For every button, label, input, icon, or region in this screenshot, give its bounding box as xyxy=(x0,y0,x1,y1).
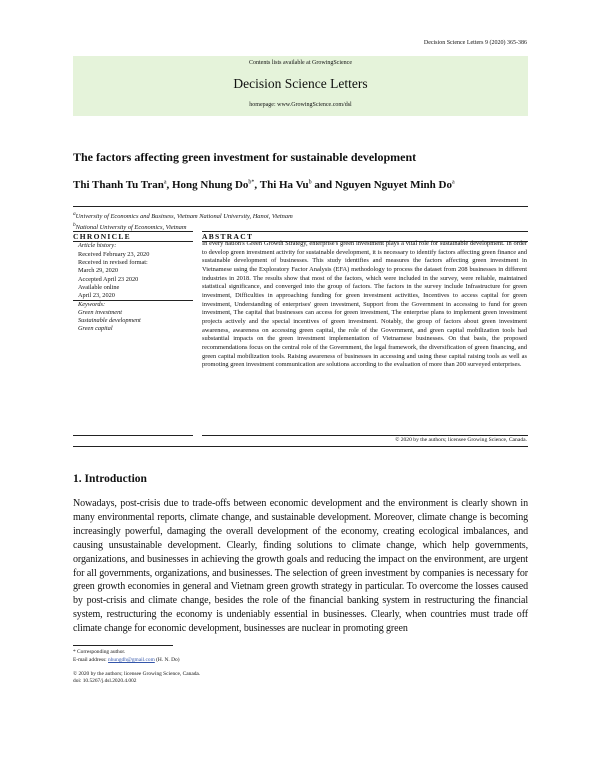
author-1-affil: a xyxy=(163,179,167,186)
author-4-affil: a xyxy=(451,179,455,186)
email-note: E-mail address: nhungdh@gmail.com (H. N. Do) xyxy=(73,657,180,663)
article-history-label: Article history: xyxy=(78,242,117,249)
available-label: Available online xyxy=(78,284,120,291)
keywords-label: Keywords: xyxy=(78,301,106,308)
author-3-affil: b xyxy=(308,179,312,186)
paper-title: The factors affecting green investment for sustainable development xyxy=(73,150,417,164)
doi[interactable]: doi: 10.5267/j.dsl.2020.4.002 xyxy=(73,678,137,684)
keyword-item: Sustainable development xyxy=(78,317,141,324)
author-2: Hong Nhung Do xyxy=(172,179,249,191)
email-link[interactable]: nhungdh@gmail.com xyxy=(108,657,155,663)
affiliation-b: $^b$National University of Economics, Vietnam xyxy=(73,222,187,232)
footnote-divider xyxy=(73,645,173,646)
revised-date: March 29, 2020 xyxy=(78,267,119,274)
available-date: April 23, 2020 xyxy=(78,292,115,299)
received-date: Received February 23, 2020 xyxy=(78,251,150,258)
author-3: Thi Ha Vu xyxy=(259,179,309,191)
author-separator: and xyxy=(311,179,335,191)
abstract-copyright: © 2020 by the authors; licensee Growing Science, Canada. xyxy=(395,437,527,443)
accepted-date: Accepted April 23 2020 xyxy=(78,276,139,283)
intro-paragraph: Nowadays, post-crisis due to trade-offs between economic development and the environment is clearly shown in many environmental reports, climate change, and sustainable development. Moreover, climate change is becoming increasingly powerful, damaging the overall development of the economy, creating ecological imbalances, and causing unsustainable development. Clearly, finding solutions to climate change, which help governments, organizations, and businesses in achieving the growth goals and reducing the impact on the environment, are urgent for all governments, organizations, and businesses. The selection of green investment by companies is necessary for green growth economies in general and Vietnam green growth strategy in particular. To overcome the losses caused by post-crisis and climate change, besides the role of the financial banking system in restructuring the financial system, restructuring the economy is undeniably essential in businesses. Clearly, when countries must trade off climate change for economic development, businesses are nuclear in promoting green xyxy=(73,498,528,635)
abstract-heading: ABSTRACT xyxy=(202,232,254,241)
chronicle-heading: CHRONICLE xyxy=(73,232,131,241)
section-heading: 1. Introduction xyxy=(73,473,147,485)
journal-homepage[interactable]: homepage: www.GrowingScience.com/dsl xyxy=(249,102,352,108)
divider xyxy=(73,435,193,436)
divider xyxy=(73,206,528,207)
author-1: Thi Thanh Tu Tran xyxy=(73,179,164,191)
author-4: Nguyen Nguyet Minh Do xyxy=(334,179,452,191)
corresponding-author-note: * Corresponding author. xyxy=(73,649,126,655)
journal-citation: Decision Science Letters 9 (2020) 365-386 xyxy=(423,40,527,46)
divider xyxy=(73,446,528,447)
author-2-affil: b* xyxy=(248,179,255,186)
footer-copyright: © 2020 by the authors; licensee Growing Science, Canada. xyxy=(73,671,201,677)
revised-label: Received in revised format: xyxy=(78,259,148,266)
keyword-item: Green investment xyxy=(78,309,123,316)
abstract-text: In every nation's Green Growth Strategy, enterprise's green investment plays a vital role for sustainable development. In order to develop green investment activity for sustainable development, it is necessary to identify factors affecting green finance and sustainable development of businesses. This study identifies and measures the factors affecting green investment in Vietnamese using the Exploratory Factor Analysis (EFA) methodology to process the dataset from 208 businesses in different industries in 2018. The results show that most of the factors, which were included in the survey, were reliable, maintained statistical significance, and converged into the group of factors. The factors in the survey include Infrastructure for green investment, Difficulties in approaching funding for green investment activities, Incentives to access capital for green investment, Understanding of enterprises' green investment, Support from the Government in accessing to fund for green investment, The capital that businesses can access for green investment, The enterprise plans to implement green investment projects actively and the special incentives of green investment. Notably, the group of factors about green investment awareness, awareness on accessing green capital, the role of the Government, and green capital mobilization tools had substantial impacts on the green investment implementation of Vietnamese businesses. On that basis, the proposed recommendations focus on the central role of the Government, the legal framework, the diversification of green financing, and green capital mobilization tools. Raising awareness of businesses in accessing and using these capital raising tools as well as promoting green investment communication are solutions according to the evaluation of more than 200 surveyed enterprises. xyxy=(202,240,527,369)
contents-line: Contents lists available at GrowingScience xyxy=(249,60,352,66)
divider xyxy=(202,435,528,436)
author-separator: , xyxy=(166,179,172,191)
journal-title: Decision Science Letters xyxy=(233,76,368,91)
affiliation-a: $^a$University of Economics and Business, Vietnam National University, Hanoi, Vietnam xyxy=(73,211,293,221)
keyword-item: Green capital xyxy=(78,325,113,332)
author-list xyxy=(73,179,455,191)
author-separator: , xyxy=(254,179,260,191)
